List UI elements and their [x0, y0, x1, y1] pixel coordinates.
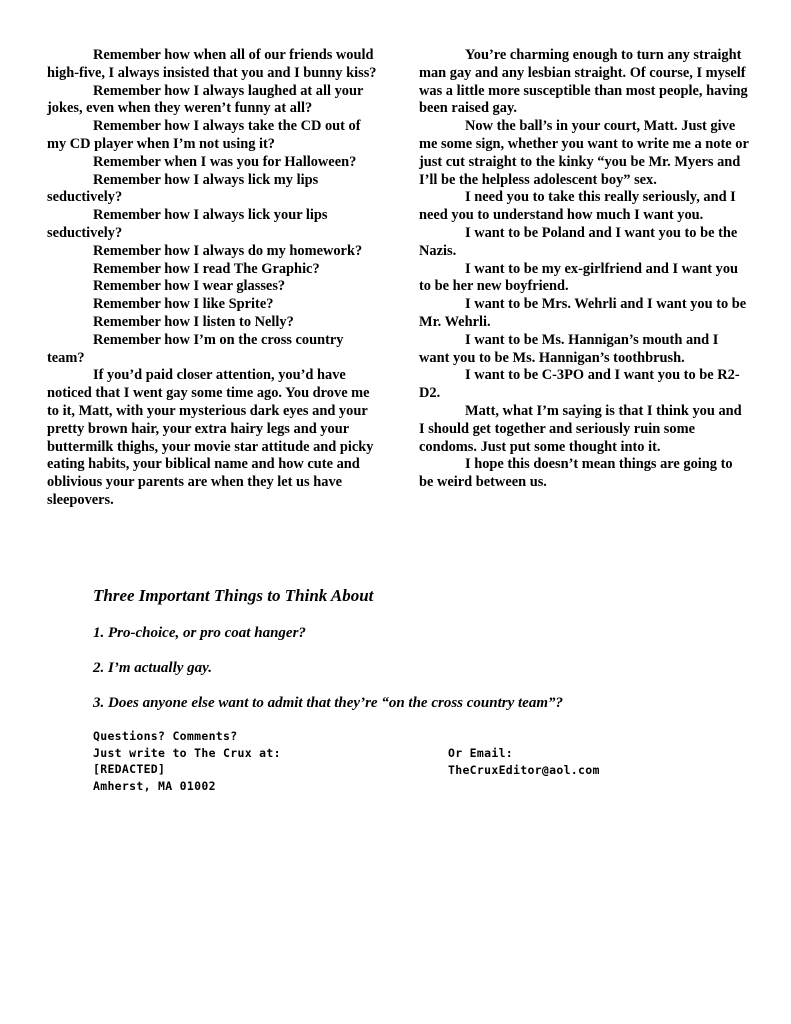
list-item: 2. I’m actually gay.	[93, 660, 213, 676]
paragraph: You’re charming enough to turn any straight man gay and any lesbian straight. Of course, I myself was a little more susceptible than most people, having been raised gay.	[419, 47, 748, 117]
paragraph: Remember how I always laughed at all your jokes, even when they weren’t funny at all?	[47, 82, 364, 117]
paragraph: Remember how I always lick my lips seductively?	[47, 171, 319, 206]
paragraph: I hope this doesn’t mean things are going to be weird between us.	[419, 456, 733, 491]
paragraph: Remember how I wear glasses?	[93, 278, 286, 295]
email-block	[448, 745, 600, 778]
paragraph: Remember how when all of our friends would high-five, I always insisted that you and I bunny kiss?	[47, 47, 377, 81]
paragraph: Now the ball’s in your court, Matt. Just give me some sign, whether you want to write me a note or just cut straight to the kinky “you be Mr. Myers and I’ll be the helpless adolescent boy” sex.	[419, 118, 749, 188]
write-to-label: Just write to The Crux at:	[93, 745, 281, 760]
paragraph: If you’d paid closer attention, you’d have noticed that I went gay some time ago. You drove me to it, Matt, with your mysterious dark eyes and your pretty brown hair, your extra hairy legs and your buttermilk thighs, your movie star attitude and picky eating habits, your biblical name and how cute and oblivious your parents are when they let us have sleepovers.	[47, 367, 374, 508]
paragraph: I want to be Ms. Hannigan’s mouth and I want you to be Ms. Hannigan’s toothbrush.	[419, 331, 719, 366]
city-line: Amherst, MA 01002	[93, 778, 216, 793]
section-heading: Three Important Things to Think About	[93, 586, 374, 605]
questions-label: Questions? Comments?	[93, 729, 238, 743]
paragraph: Remember how I always take the CD out of my CD player when I’m not using it?	[47, 118, 361, 152]
left-column	[47, 47, 377, 510]
or-email-label: Or Email:	[448, 746, 514, 760]
list-item: 3. Does anyone else want to admit that they’re “on the cross country team”?	[93, 695, 564, 711]
paragraph: Matt, what I’m saying is that I think you and I should get together and seriously ruin some condoms. Just put some thought into it.	[419, 402, 742, 455]
paragraph: Remember how I always lick your lips seductively?	[47, 207, 328, 241]
paragraph: Remember how I’m on the cross country team?	[47, 331, 344, 366]
list-item: 1. Pro-choice, or pro coat hanger?	[93, 625, 306, 641]
paragraph: Remember how I read The Graphic?	[93, 260, 320, 277]
paragraph: I want to be Mrs. Wehrli and I want you to be Mr. Wehrli.	[419, 296, 747, 330]
right-column	[419, 47, 749, 492]
paragraph: Remember how I listen to Nelly?	[93, 313, 294, 330]
paragraph: Remember how I always do my homework?	[93, 242, 363, 259]
paragraph: Remember when I was you for Halloween?	[93, 153, 357, 170]
paragraph: Remember how I like Sprite?	[93, 296, 274, 313]
contact-block	[93, 728, 281, 794]
paragraph: I need you to take this really seriously, and I need you to understand how much I want you.	[419, 189, 736, 224]
paragraph: I want to be my ex-girlfriend and I want you to be her new boyfriend.	[419, 260, 739, 295]
email-address: TheCruxEditor@aol.com	[448, 762, 600, 777]
paragraph: I want to be Poland and I want you to be the Nazis.	[419, 224, 738, 259]
address-line: [REDACTED]	[93, 762, 166, 776]
paragraph: I want to be C-3PO and I want you to be R2-D2.	[419, 367, 740, 402]
